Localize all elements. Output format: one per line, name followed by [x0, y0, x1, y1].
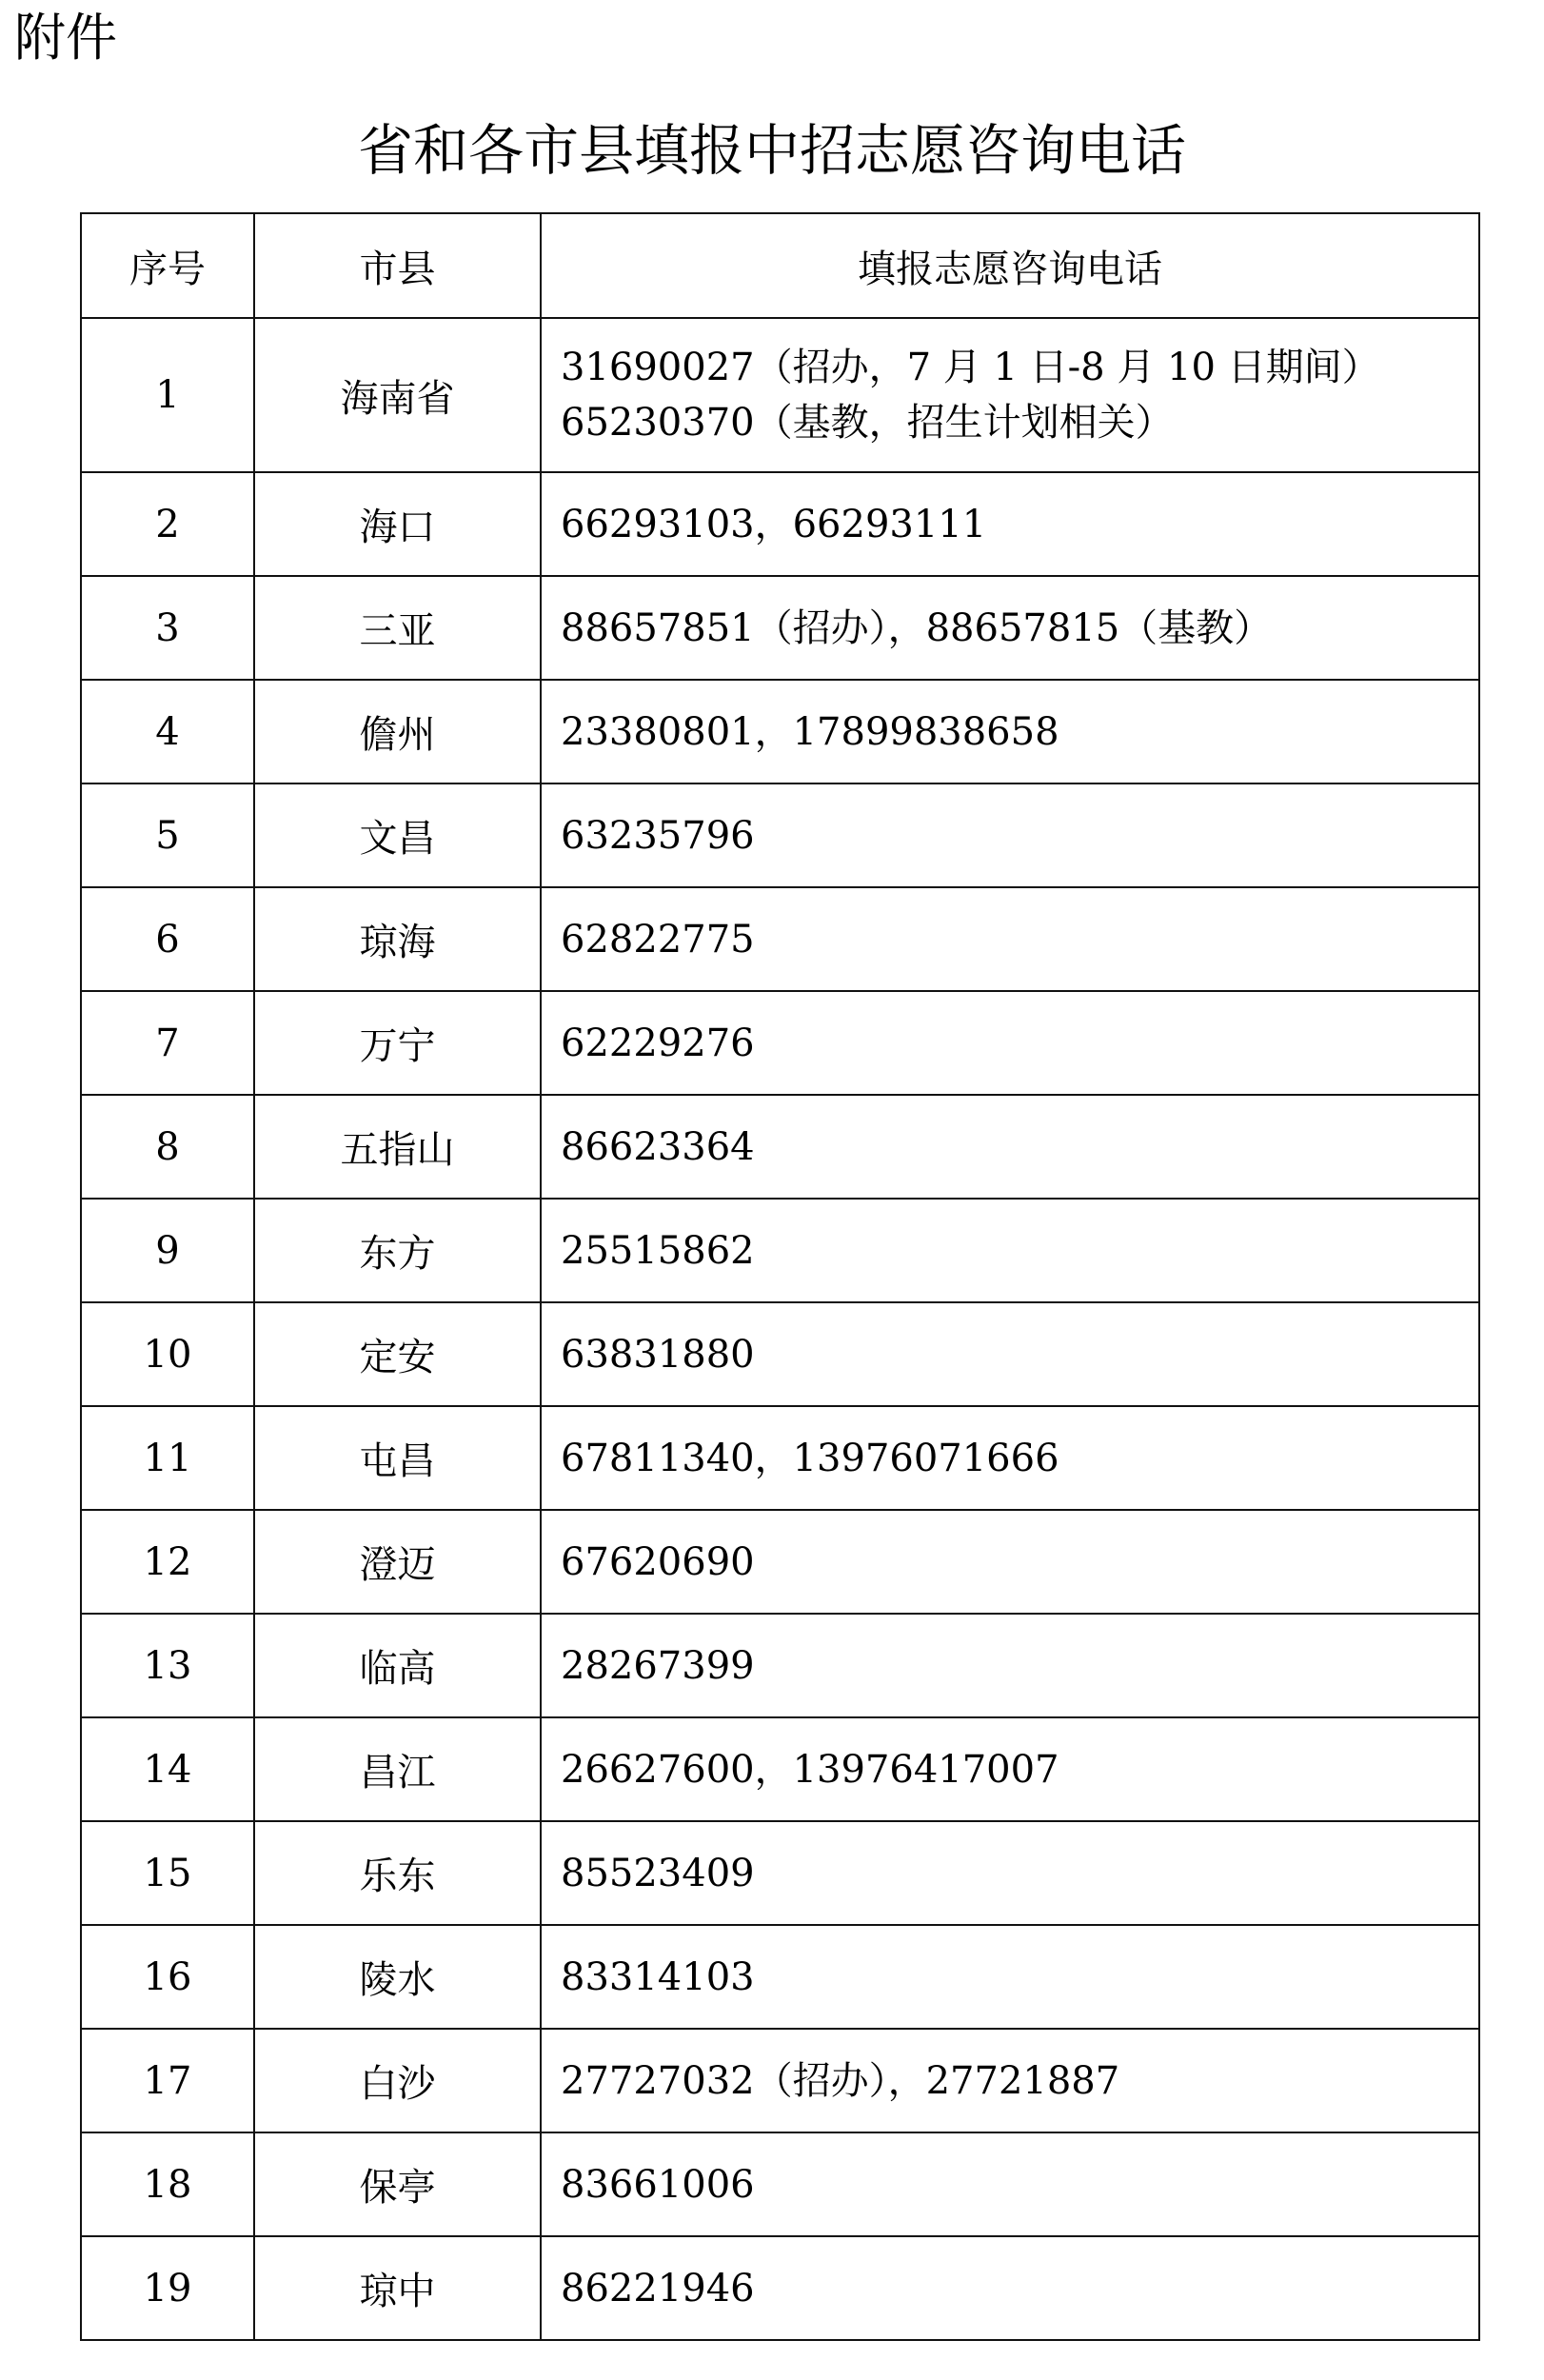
row-phone: 85523409 [541, 1821, 1479, 1925]
row-no: 7 [81, 991, 254, 1095]
row-city: 海南省 [254, 318, 541, 472]
table-row [81, 2236, 1479, 2340]
row-city: 海口 [254, 472, 541, 576]
row-phone: 26627600，13976417007 [541, 1717, 1479, 1821]
table-row [81, 991, 1479, 1095]
row-city: 三亚 [254, 576, 541, 680]
row-no: 19 [81, 2236, 254, 2340]
row-phone: 88657851（招办），88657815（基教） [541, 576, 1479, 680]
row-no: 17 [81, 2029, 254, 2132]
row-city: 琼中 [254, 2236, 541, 2340]
table-row [81, 1199, 1479, 1302]
row-no: 11 [81, 1406, 254, 1510]
row-city: 保亭 [254, 2132, 541, 2236]
phone-line-2: 65230370（基教，招生计划相关） [561, 401, 1174, 445]
row-phone [541, 318, 1479, 472]
attachment-label: 附件 [14, 8, 117, 68]
table-row [81, 1925, 1479, 2029]
header-city: 市县 [254, 213, 541, 318]
row-city: 文昌 [254, 783, 541, 887]
header-no: 序号 [81, 213, 254, 318]
row-no: 10 [81, 1302, 254, 1406]
row-phone: 27727032（招办），27721887 [541, 2029, 1479, 2132]
row-city: 东方 [254, 1199, 541, 1302]
row-phone: 25515862 [541, 1199, 1479, 1302]
row-phone: 23380801，17899838658 [541, 680, 1479, 783]
row-phone: 86623364 [541, 1095, 1479, 1199]
table-row [81, 2029, 1479, 2132]
table-row [81, 1095, 1479, 1199]
table-row [81, 1406, 1479, 1510]
row-phone: 67811340，13976071666 [541, 1406, 1479, 1510]
table-row [81, 2132, 1479, 2236]
row-phone: 62822775 [541, 887, 1479, 991]
table-row [81, 783, 1479, 887]
table-row [81, 1821, 1479, 1925]
row-no: 2 [81, 472, 254, 576]
row-no: 12 [81, 1510, 254, 1614]
table-row [81, 1614, 1479, 1717]
row-city: 五指山 [254, 1095, 541, 1199]
row-phone: 86221946 [541, 2236, 1479, 2340]
row-phone: 62229276 [541, 991, 1479, 1095]
phone-line-1: 31690027（招办，7 月 1 日-8 月 10 日期间） [561, 346, 1380, 389]
header-phone: 填报志愿咨询电话 [541, 213, 1479, 318]
row-phone: 67620690 [541, 1510, 1479, 1614]
table-header-row [81, 213, 1479, 318]
table-row [81, 318, 1479, 472]
table-row [81, 1717, 1479, 1821]
row-phone: 66293103，66293111 [541, 472, 1479, 576]
row-phone: 63235796 [541, 783, 1479, 887]
row-city: 定安 [254, 1302, 541, 1406]
row-no: 13 [81, 1614, 254, 1717]
row-no: 5 [81, 783, 254, 887]
row-phone: 83314103 [541, 1925, 1479, 2029]
row-city: 昌江 [254, 1717, 541, 1821]
row-no: 4 [81, 680, 254, 783]
table-row [81, 887, 1479, 991]
row-no: 15 [81, 1821, 254, 1925]
table-row [81, 1302, 1479, 1406]
row-phone: 28267399 [541, 1614, 1479, 1717]
row-no: 9 [81, 1199, 254, 1302]
row-city: 白沙 [254, 2029, 541, 2132]
table-row [81, 1510, 1479, 1614]
row-no: 8 [81, 1095, 254, 1199]
row-city: 屯昌 [254, 1406, 541, 1510]
contact-table [80, 212, 1480, 2341]
table-row [81, 576, 1479, 680]
page-title: 省和各市县填报中招志愿咨询电话 [357, 118, 1186, 183]
row-no: 16 [81, 1925, 254, 2029]
row-no: 1 [81, 318, 254, 472]
row-city: 乐东 [254, 1821, 541, 1925]
row-city: 澄迈 [254, 1510, 541, 1614]
row-phone: 83661006 [541, 2132, 1479, 2236]
row-phone: 63831880 [541, 1302, 1479, 1406]
row-city: 临高 [254, 1614, 541, 1717]
table-row [81, 472, 1479, 576]
row-no: 14 [81, 1717, 254, 1821]
row-no: 6 [81, 887, 254, 991]
row-city: 万宁 [254, 991, 541, 1095]
row-city: 陵水 [254, 1925, 541, 2029]
row-no: 18 [81, 2132, 254, 2236]
row-city: 儋州 [254, 680, 541, 783]
table-row [81, 680, 1479, 783]
row-no: 3 [81, 576, 254, 680]
row-city: 琼海 [254, 887, 541, 991]
